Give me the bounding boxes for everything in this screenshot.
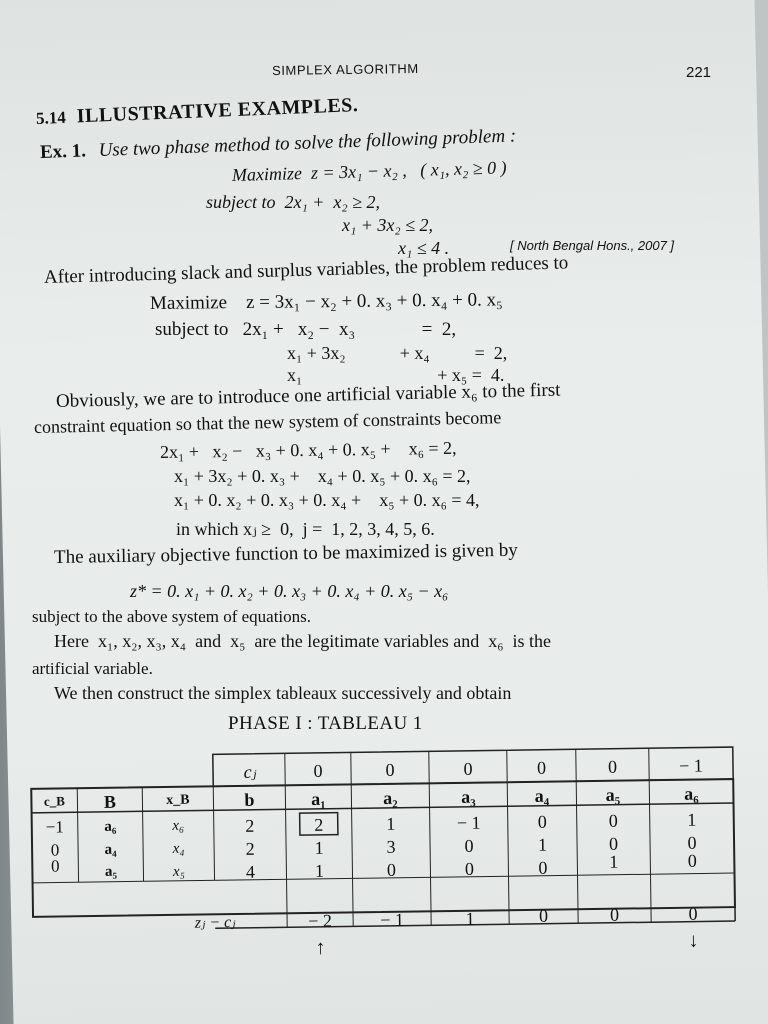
cj-value-4: 0 [536, 757, 547, 778]
page-number: 221 [686, 64, 712, 81]
row1-a3: − 1 [456, 812, 481, 833]
row2-cb: 0 [50, 840, 60, 860]
artificial-text-2: constraint equation so that the new system of constraints become [33, 407, 502, 437]
example-text: Use two phase method to solve the following problem : [98, 125, 517, 161]
zj-cj-value-4: 0 [538, 905, 549, 926]
running-title: SIMPLEX ALGORITHM [271, 60, 419, 79]
artificial-eq-2: x₁ + 3x₂ + 0. x₃ + x₄ + 0. x₅ + 0. x₆ = 2, [174, 466, 471, 486]
example-constraint-2: x₁ + 3x₂ ≤ 2, [342, 215, 434, 235]
zj-cj-value-6: 0 [688, 903, 698, 924]
row2-a2: 3 [386, 836, 396, 857]
reduced-constraint-3: x₁ + x₅ = 4. [287, 365, 505, 385]
row2-basis: a₄ [104, 841, 117, 858]
row3-cb: 0 [50, 856, 60, 876]
cj-value-1: 0 [313, 760, 323, 781]
cj-value-6: − 1 [679, 755, 703, 776]
row2-b: 2 [245, 838, 255, 859]
header-cb: c_B [43, 793, 65, 809]
zj-cj-value-2: − 1 [380, 909, 405, 931]
row2-a3: 0 [464, 835, 474, 856]
auxiliary-text-2: subject to the above system of equations. [32, 607, 312, 626]
example-objective: Maximize z = 3x₁ − x₂ , ( x₁, x₂ ≥ 0 ) [231, 157, 507, 185]
row3-a6: 0 [687, 850, 697, 871]
reduced-constraint-1: subject to 2x₁ + x₂ − x₃ = 2, [155, 319, 457, 340]
cj-value-5: 0 [607, 756, 618, 777]
row1-a2: 1 [386, 813, 396, 834]
zj-cj-value-5: 0 [609, 904, 620, 925]
row1-cb: −1 [45, 817, 64, 837]
artificial-condition: in which xⱼ ≥ 0, j = 1, 2, 3, 4, 5, 6. [176, 519, 435, 539]
row2-a5: 0 [608, 833, 619, 854]
example-source: [ North Bengal Hons., 2007 ] [510, 238, 675, 253]
auxiliary-equation: z* = 0. x₁ + 0. x₂ + 0. x₃ + 0. x₄ + 0. x₅ − x₆ [130, 581, 449, 601]
row2-xb: x₄ [172, 840, 185, 857]
row3-basis: a₅ [104, 863, 118, 880]
row3-a1: 1 [314, 860, 325, 881]
auxiliary-text-1: The auxiliary objective function to be maximized is given by [53, 539, 518, 568]
example-constraint-1: subject to 2x₁ + x₂ ≥ 2, [206, 192, 381, 212]
auxiliary-text-4: artificial variable. [32, 659, 153, 678]
artificial-eq-1: 2x₁ + x₂ − x₃ + 0. x₄ + 0. x₅ + x₆ = 2, [159, 437, 457, 462]
zj-cj-label: zⱼ − cⱼ [194, 914, 236, 932]
example-constraint-3: x₁ ≤ 4 . [398, 238, 450, 258]
reduced-objective: Maximize z = 3x₁ − x₂ + 0. x₃ + 0. x₄ + 0. x₅ [149, 289, 503, 314]
row2-a1: 1 [314, 837, 324, 858]
header-a2: a₂ [383, 787, 398, 808]
auxiliary-text-3: Here x₁, x₂, x₃, x₄ and x₅ are the legitimate variables and x₆ is the [54, 631, 552, 651]
row1-a1-pivot: 2 [314, 814, 324, 835]
section-number: 5.14 [35, 107, 67, 128]
row3-a5: 1 [609, 851, 619, 872]
example-label: Ex. 1. [39, 140, 87, 163]
entering-arrow-icon: ↑ [315, 936, 326, 959]
zj-cj-value-1: − 2 [308, 910, 333, 932]
reduced-intro: After introducing slack and surplus variables, the problem reduces to [43, 252, 569, 288]
zj-cj-value-3: 1 [465, 908, 475, 929]
header-a3: a₃ [461, 786, 476, 807]
row3-a4: 0 [538, 857, 548, 878]
row1-xb: x₆ [172, 817, 185, 834]
tableau-heading: PHASE I : TABLEAU 1 [228, 713, 423, 734]
header-xb: x_B [166, 792, 190, 808]
row3-xb: x₅ [172, 863, 185, 880]
section-title: ILLUSTRATIVE EXAMPLES. [76, 94, 359, 128]
row1-basis: a₆ [104, 818, 117, 835]
header-a5: a₅ [605, 784, 621, 805]
row3-a2: 0 [386, 859, 397, 880]
cj-value-3: 0 [463, 758, 473, 779]
reduced-constraint-2: x₁ + 3x₂ + x₄ = 2, [287, 343, 508, 363]
header-a1: a₁ [311, 788, 326, 809]
header-a6: a₆ [684, 783, 699, 804]
row3-b: 4 [245, 861, 256, 882]
header-a4: a₄ [534, 785, 550, 806]
cj-value-2: 0 [385, 759, 395, 780]
row2-a6: 0 [687, 832, 697, 853]
header-b: b [244, 789, 255, 810]
header-basis: B [103, 791, 117, 812]
row1-a6: 1 [687, 809, 697, 830]
row1-a4: 0 [537, 811, 547, 832]
row3-a3: 0 [464, 858, 475, 879]
artificial-eq-3: x₁ + 0. x₂ + 0. x₃ + 0. x₄ + x₅ + 0. x₆ = 4, [174, 490, 480, 510]
auxiliary-text-5: We then construct the simplex tableaux successively and obtain [54, 683, 512, 703]
row1-a5: 0 [608, 810, 618, 831]
artificial-text-1: Obviously, we are to introduce one artificial variable x₆ to the first [55, 379, 561, 412]
leaving-arrow-icon: ↓ [688, 929, 699, 952]
cj-label: cⱼ [243, 761, 257, 782]
row1-b: 2 [245, 815, 255, 836]
row2-a4: 1 [537, 834, 548, 855]
